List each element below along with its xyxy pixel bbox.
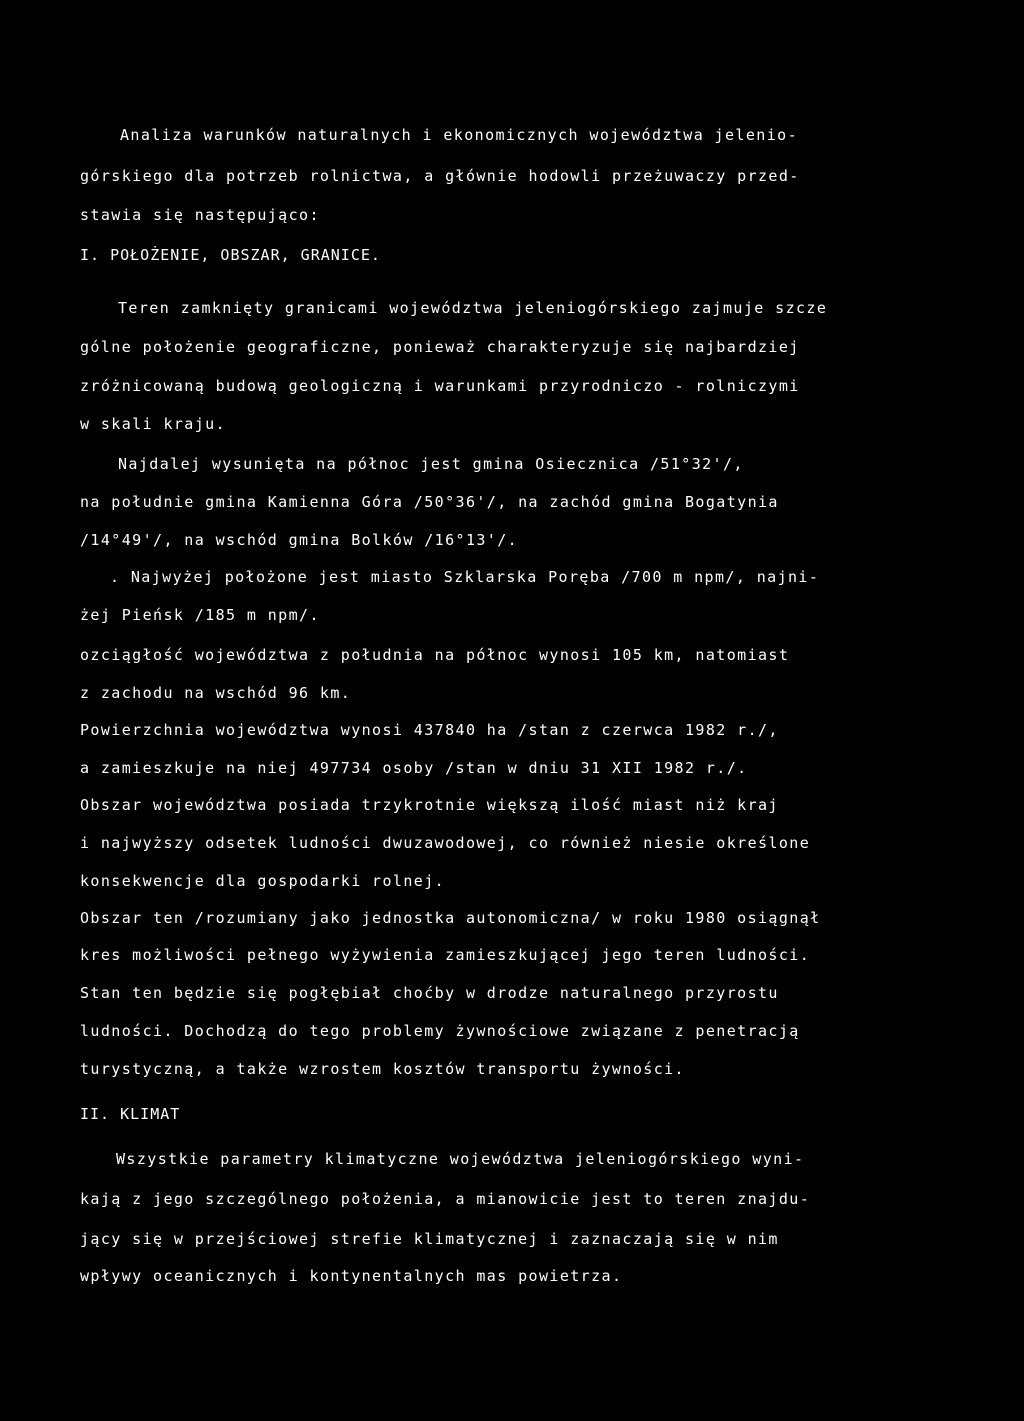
paragraph-line: turystyczną, a także wzrostem kosztów transportu żywności. [80,1060,685,1078]
paragraph-line: konsekwencje dla gospodarki rolnej. [80,872,446,890]
intro-line-2: górskiego dla potrzeb rolnictwa, a głównie hodowli przeżuwaczy przed- [80,167,800,185]
paragraph-line: Obszar województwa posiada trzykrotnie większą ilość miast niż kraj [80,796,779,814]
paragraph-line: z zachodu na wschód 96 km. [80,684,352,702]
paragraph-line: wpływy oceanicznych i kontynentalnych mas powietrza. [80,1267,623,1285]
paragraph-line: zróżnicowaną budową geologiczną i warunkami przyrodniczo - rolniczymi [80,377,800,395]
section-heading-climate: II. KLIMAT [80,1105,181,1123]
paragraph-line: a zamieszkuje na niej 497734 osoby /stan w dniu 31 XII 1982 r./. [80,759,748,777]
paragraph-line: Wszystkie parametry klimatyczne województwa jeleniogórskiego wyni- [116,1150,805,1168]
paragraph-line: kają z jego szczególnego położenia, a mianowicie jest to teren znajdu- [80,1190,811,1208]
paragraph-line: /14°49'/, na wschód gmina Bolków /16°13'/. [80,531,519,549]
paragraph-line: ludności. Dochodzą do tego problemy żywnościowe związane z penetracją [80,1022,800,1040]
paragraph-line: ozciągłość województwa z południa na północ wynosi 105 km, natomiast [80,646,790,664]
paragraph-line: na południe gmina Kamienna Góra /50°36'/, na zachód gmina Bogatynia [80,493,779,511]
intro-line-3: stawia się następująco: [80,206,320,224]
paragraph-line: Najdalej wysunięta na północ jest gmina Osiecznica /51°32'/, [118,455,744,473]
paragraph-line: żej Pieńsk /185 m npm/. [80,606,320,624]
intro-line-1: Analiza warunków naturalnych i ekonomicznych województwa jelenio- [120,126,798,144]
paragraph-line: Powierzchnia województwa wynosi 437840 ha /stan z czerwca 1982 r./, [80,721,779,739]
paragraph-line: Obszar ten /rozumiany jako jednostka autonomiczna/ w roku 1980 osiągnął [80,909,821,927]
paragraph-line: Teren zamknięty granicami województwa jeleniogórskiego zajmuje szcze [118,299,828,317]
paragraph-line: gólne położenie geograficzne, ponieważ charakteryzuje się najbardziej [80,338,800,356]
paragraph-line: kres możliwości pełnego wyżywienia zamieszkującej jego teren ludności. [80,946,811,964]
paragraph-line: i najwyższy odsetek ludności dwuzawodowej, co również niesie określone [80,834,811,852]
paragraph-line: jący się w przejściowej strefie klimatycznej i zaznaczają się w nim [80,1230,779,1248]
paragraph-line: w skali kraju. [80,415,227,433]
section-heading-location: I. POŁOŻENIE, OBSZAR, GRANICE. [80,246,381,264]
paragraph-line: Stan ten będzie się pogłębiał choćby w drodze naturalnego przyrostu [80,984,779,1002]
paragraph-line: . Najwyżej położone jest miasto Szklarska Poręba /700 m npm/, najni- [110,568,820,586]
